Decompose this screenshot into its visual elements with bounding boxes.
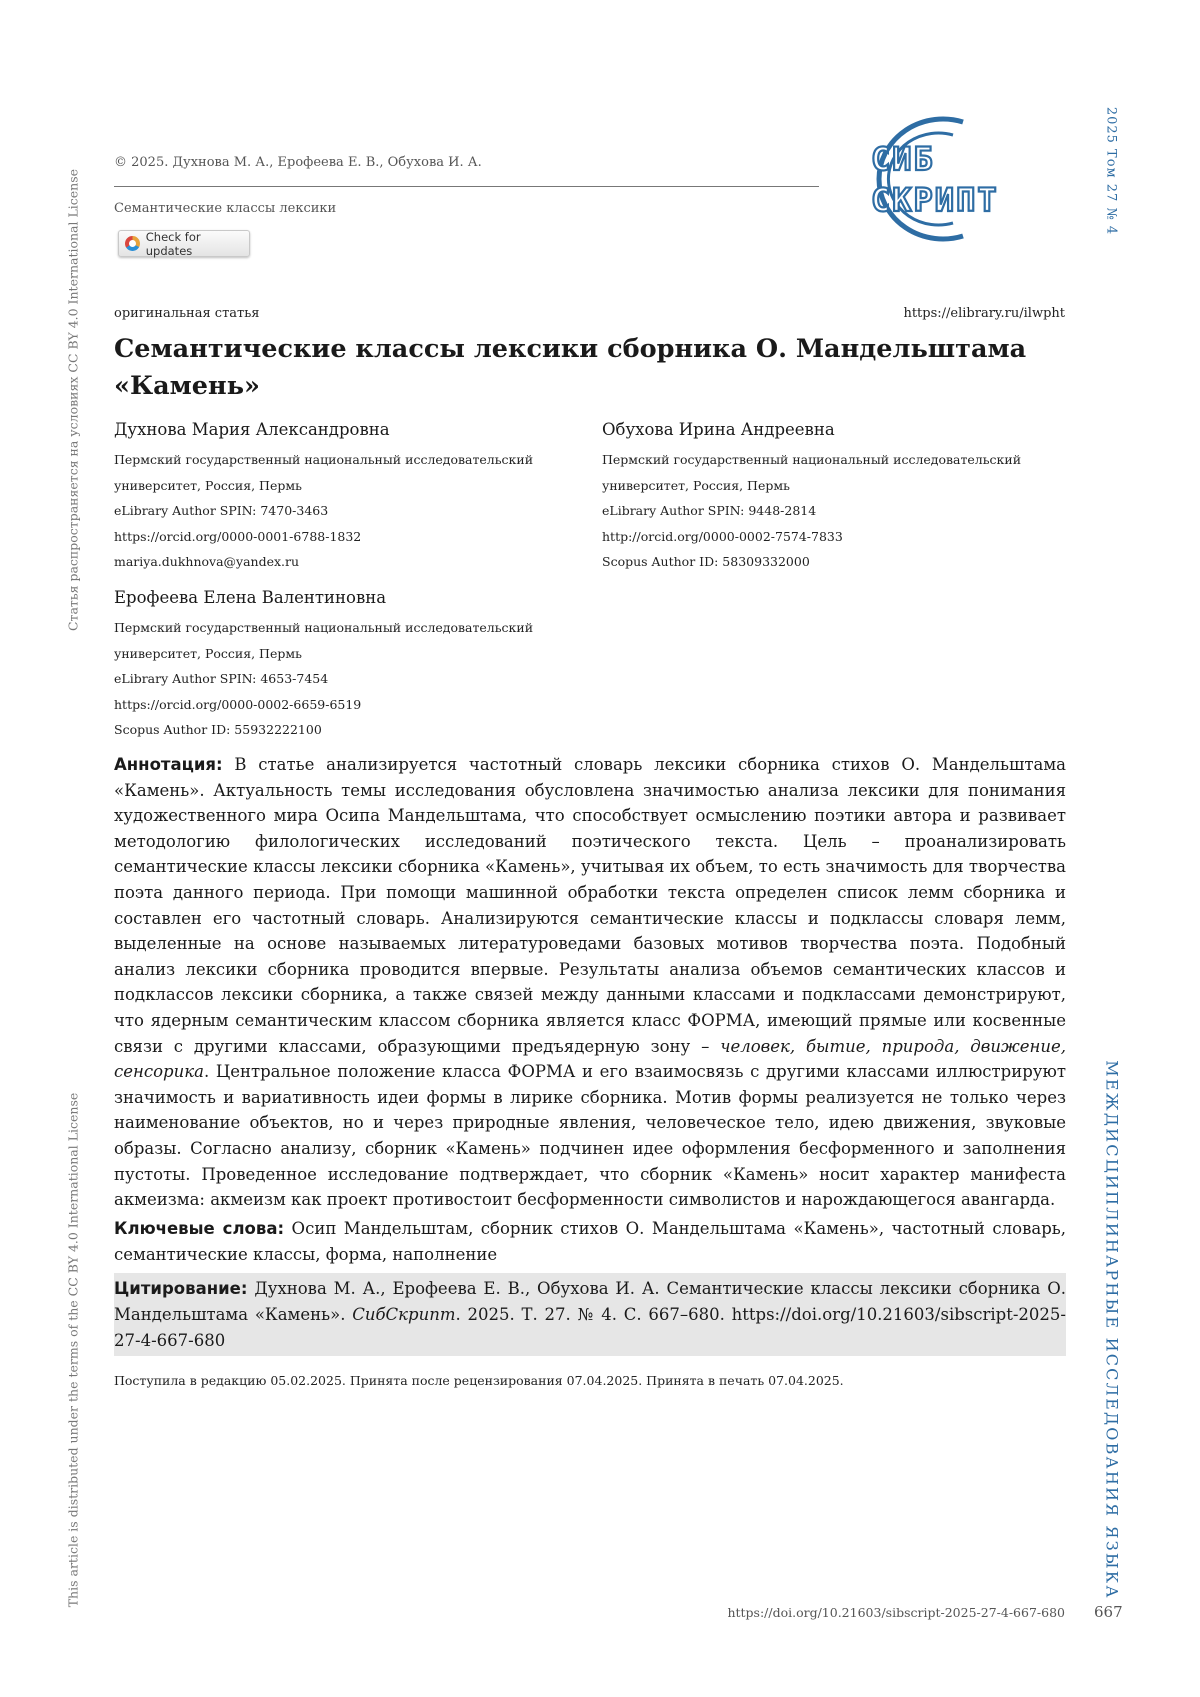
license-en-vertical: This article is distributed under the terms of the CC BY 4.0 International License [65, 1092, 81, 1608]
abstract-italic-classes: человек, бытие, природа, движение, сенсорика [114, 1036, 1066, 1082]
author-affiliation: Пермский государственный национальный исследовательский [602, 452, 1022, 467]
author-orcid-link[interactable]: http://orcid.org/0000-0002-7574-7833 [602, 528, 843, 544]
author-name: Ерофеева Елена Валентиновна [114, 588, 387, 607]
abstract-label: Аннотация: [114, 755, 223, 774]
author-affiliation-location: университет, Россия, Пермь [114, 477, 302, 493]
journal-section-vertical: МЕЖДИСЦИПЛИНАРНЫЕ ИССЛЕДОВАНИЯ ЯЗЫКА [1102, 1060, 1122, 1600]
header-divider [114, 186, 819, 187]
author-block [114, 419, 533, 575]
citation-journal: СибСкрипт [352, 1304, 456, 1324]
submission-dates: Поступила в редакцию 05.02.2025. Принята после рецензирования 07.04.2025. Принята в печать 07.04.2025. [114, 1373, 844, 1388]
author-scopus-id: Scopus Author ID: 55932222100 [114, 722, 322, 737]
author-orcid-link[interactable]: https://orcid.org/0000-0002-6659-6519 [114, 696, 362, 712]
keywords-text: Осип Мандельштам, сборник стихов О. Мандельштама «Камень», частотный словарь, семантические классы, форма, наполнение [114, 1219, 1066, 1264]
author-scopus-id: Scopus Author ID: 58309332000 [602, 554, 810, 569]
keywords [114, 1216, 1066, 1267]
keywords-label: Ключевые слова: [114, 1219, 285, 1238]
crossmark-icon [125, 236, 140, 251]
abstract-text-continued: . Центральное положение класса ФОРМА и его взаимосвязь с другими классами иллюстрируют значимость и вариативность идеи формы в лирике сборника. Мотив формы реализуется не только через наименование объектов, но и через природные явления, человеческое тело, идею движения, звуковые образы. Согласно анализу, сборник «Камень» подчинен идее оформления бесформенного и заполнения пустоты. Проведенное исследование подтверждает, что сборник «Камень» носит характер манифеста акмеизма: акмеизм как проект противостоит бесформенности символистов и нарождающегося авангарда. [114, 1062, 1066, 1210]
author-name: Духнова Мария Александровна [114, 420, 390, 439]
article-url-link[interactable]: https://elibrary.ru/ilwpht [903, 306, 1065, 321]
author-affiliation: Пермский государственный национальный исследовательский [114, 452, 534, 467]
article-title: Семантические классы лексики сборника О. Мандельштама «Камень» [114, 334, 1027, 401]
copyright: © 2025. Духнова М. А., Ерофеева Е. В., Обухова И. А. [114, 155, 482, 170]
footer-doi-link[interactable]: https://doi.org/10.21603/sibscript-2025-27-4-667-680 [727, 1605, 1065, 1620]
author-spin: eLibrary Author SPIN: 7470-3463 [114, 503, 329, 518]
author-affiliation-location: университет, Россия, Пермь [114, 645, 302, 661]
running-title: Семантические классы лексики [114, 201, 337, 216]
author-spin: eLibrary Author SPIN: 9448-2814 [602, 503, 817, 518]
author-block [114, 587, 533, 743]
logo-text-line1: СИБ [871, 140, 935, 178]
article-type: оригинальная статья [114, 306, 260, 321]
sibscript-logo [835, 108, 1065, 243]
author-email-link[interactable]: mariya.dukhnova@yandex.ru [114, 554, 300, 569]
citation-text-continued: . 2025. Т. 27. № 4. С. 667–680. https://doi.org/10.21603/sibscript-2025-27-4-667-680 [114, 1304, 1066, 1350]
author-spin: eLibrary Author SPIN: 4653-7454 [114, 671, 329, 686]
citation-text: Духнова М. А., Ерофеева Е. В., Обухова И. А. Семантические классы лексики сборника О. Мандельштама «Камень». [114, 1279, 1066, 1324]
check-for-updates-button[interactable] [118, 230, 250, 257]
author-block [602, 419, 1021, 575]
volume-issue-vertical: 2025 Том 27 № 4 [1103, 106, 1119, 236]
author-orcid-link[interactable]: https://orcid.org/0000-0001-6788-1832 [114, 528, 362, 544]
citation-box [114, 1273, 1066, 1356]
abstract-text: В статье анализируется частотный словарь лексики сборника стихов О. Мандельштама «Камень». Актуальность темы исследования обусловлена значимостью анализа лексики для понимания художественного мира Осипа Мандельштама, что способствует осмыслению поэтики автора и развивает методологию филологических исследований поэтического текста. Цель – проанализировать семантические классы лексики сборника «Камень», учитывая их объем, то есть значимость для творчества поэта данного периода. При помощи машинной обработки текста определен список лемм сборника и составлен его частотный словарь. Анализируются семантические классы и подклассы словаря лемм, выделенные на основе называемых литературоведами базовых мотивов творчества поэта. Подобный анализ лексики сборника проводится впервые. Результаты анализа объемов семантических классов и подклассов лексики сборника, а также связей между данными классами и подклассами демонстрируют, что ядерным семантическим классом сборника является класс ФОРМА, имеющий прямые или косвенные связи с другими классами, образующими предъядерную зону – [114, 755, 1066, 1056]
citation-label: Цитирование: [114, 1279, 248, 1298]
check-for-updates-label: Check for updates [145, 229, 201, 258]
logo-text-line2: СКРИПТ [871, 181, 999, 219]
page-number: 667 [1094, 1603, 1123, 1621]
author-affiliation-location: университет, Россия, Пермь [602, 477, 790, 493]
abstract [114, 752, 1066, 1213]
author-name: Обухова Ирина Андреевна [602, 420, 835, 439]
author-affiliation: Пермский государственный национальный исследовательский [114, 620, 534, 635]
license-ru-vertical: Статья распространяется на условиях CC BY 4.0 International License [65, 168, 81, 632]
